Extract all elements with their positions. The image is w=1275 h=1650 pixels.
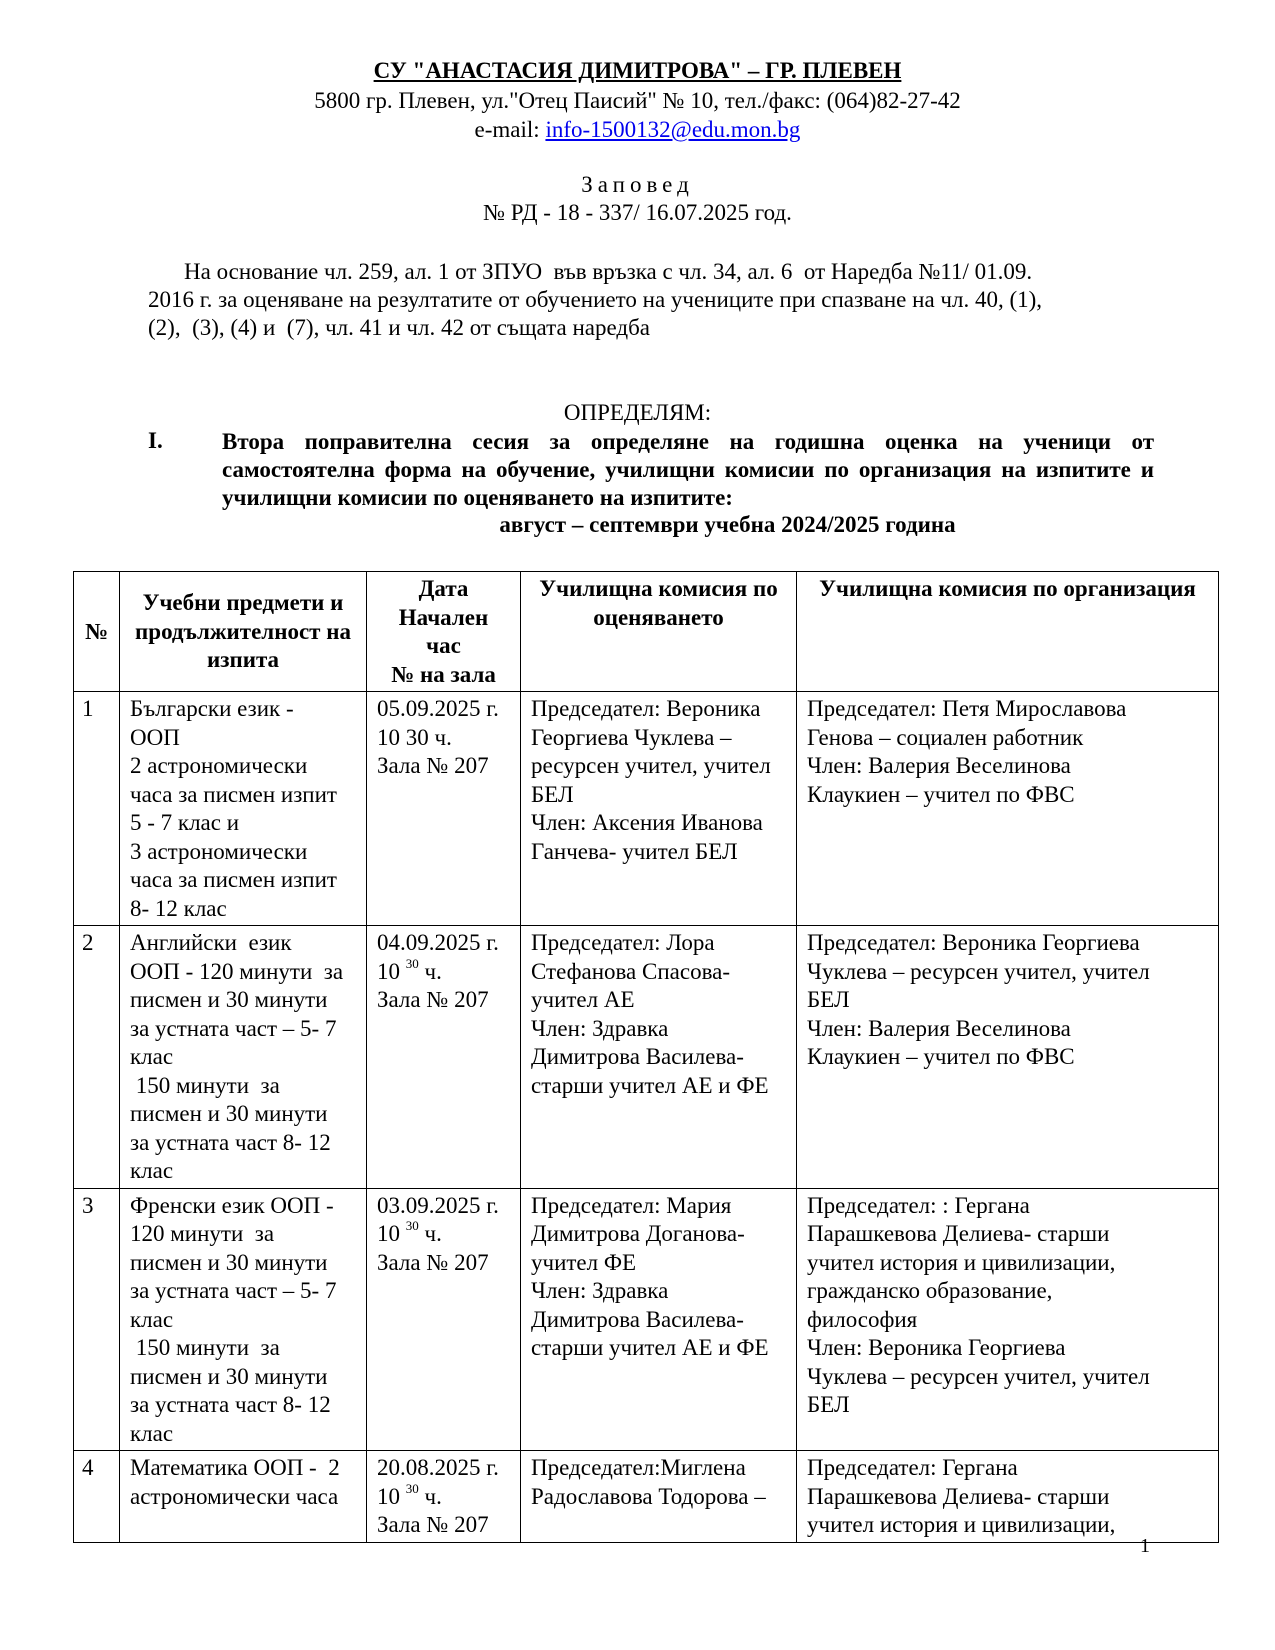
exam-time: 10 30 ч. xyxy=(377,724,452,750)
organization-committee-cell: Председател: Вероника Георгиева Чуклева – ресурсен учител, учител БЕЛ Член: Валерия Веселинова Клаукиен – учител по ФВС xyxy=(797,926,1219,1189)
assessment-committee-cell: Председател: Лора Стефанова Спасова- учител АЕ Член: Здравка Димитрова Василева- старши учител АЕ и ФЕ xyxy=(521,926,797,1189)
legal-basis-line-1: На основание чл. 259, ал. 1 от ЗПУО във връзка с чл. 34, ал. 6 от Наредба №11/ 01.09. xyxy=(184,259,1033,284)
section-text: Втора поправителна сесия за определяне на годишна оценка на ученици от самостоятелна форма на обучение, училищни комисии по организация на изпитите и училищни комисии по оценяването на изпитите: xyxy=(222,429,1154,510)
order-title: Заповед xyxy=(581,172,694,197)
exam-time: 10 $^{30}$ ч. xyxy=(377,1218,442,1246)
subject-cell: Френски език ООП - 120 минути за писмен и 30 минути за устната част – 5- 7 клас 150 минути за писмен и 30 минути за устната част 8- 12 клас xyxy=(120,1188,367,1451)
exam-time: 10 $^{30}$ ч. xyxy=(377,1480,442,1509)
school-address-block xyxy=(0,86,1275,144)
exam-schedule-table xyxy=(73,571,1219,1543)
organization-committee-cell: Председател: Петя Мирославова Генова – социален работник Член: Валерия Веселинова Клаукиен – учител по ФВС xyxy=(797,692,1219,926)
email-label: e-mail: xyxy=(474,117,546,142)
row-number: 2 xyxy=(74,926,120,1189)
row-number: 3 xyxy=(74,1188,120,1451)
section-number: I. xyxy=(148,428,163,453)
header-subject: Учебни предмети и продължителност на изпита xyxy=(120,572,367,692)
date-cell xyxy=(367,1188,521,1451)
header-number: № xyxy=(74,572,120,692)
subject-cell: Математика ООП - 2 астрономически часа xyxy=(120,1451,367,1543)
exam-time: 10 $^{30}$ ч. xyxy=(377,955,442,984)
row-number: 4 xyxy=(74,1451,120,1543)
table-row xyxy=(74,926,1219,1189)
page-number: 1 xyxy=(1140,1535,1150,1557)
date-cell xyxy=(367,926,521,1189)
organization-committee-cell: Председател: Гергана Парашкевова Делиева- старши учител история и цивилизации, xyxy=(797,1451,1219,1543)
subject-cell: Български език - ООП 2 астрономически часа за писмен изпит 5 - 7 клас и 3 астрономически часа за писмен изпит 8- 12 клас xyxy=(120,692,367,926)
header-assessment-committee: Училищна комисия по оценяването xyxy=(521,572,797,692)
exam-date: 03.09.2025 г. xyxy=(377,1192,499,1218)
email-line xyxy=(0,115,1275,144)
exam-room: Зала № 207 xyxy=(377,1249,489,1275)
decree-heading: ОПРЕДЕЛЯМ: xyxy=(563,400,712,425)
date-cell xyxy=(367,692,521,926)
exam-date: 20.08.2025 г. xyxy=(377,1455,499,1480)
legal-basis xyxy=(148,258,1128,342)
exam-room: Зала № 207 xyxy=(377,1512,489,1537)
table-header-row xyxy=(74,572,1219,692)
assessment-committee-cell: Председател: Вероника Георгиева Чуклева – ресурсен учител, учител БЕЛ Член: Аксения Иванова Ганчева- учител БЕЛ xyxy=(521,692,797,926)
order-number: № РД - 18 - 337/ 16.07.2025 год. xyxy=(483,200,792,225)
exam-date: 04.09.2025 г. xyxy=(377,930,499,955)
assessment-committee-cell: Председател:Миглена Радославова Тодорова – xyxy=(521,1451,797,1543)
school-address: 5800 гр. Плевен, ул."Отец Паисий" № 10, тел./факс: (064)82-27-42 xyxy=(314,88,961,113)
exam-room: Зала № 207 xyxy=(377,987,489,1012)
header-organization-committee: Училищна комисия по организация xyxy=(797,572,1219,692)
exam-date: 05.09.2025 г. xyxy=(377,696,499,721)
date-cell xyxy=(367,1451,521,1543)
table-row xyxy=(74,1188,1219,1451)
section-period: август – септември учебна 2024/2025 година xyxy=(499,512,956,537)
table-row xyxy=(74,1451,1219,1543)
legal-basis-line-3: (2), (3), (4) и (7), чл. 41 и чл. 42 от същата наредба xyxy=(148,315,650,340)
school-name: СУ "АНАСТАСИЯ ДИМИТРОВА" – ГР. ПЛЕВЕН xyxy=(373,58,902,83)
assessment-committee-cell: Председател: Мария Димитрова Доганова- учител ФЕ Член: Здравка Димитрова Василева- старши учител АЕ и ФЕ xyxy=(521,1188,797,1451)
table-row xyxy=(74,692,1219,926)
exam-room: Зала № 207 xyxy=(377,753,489,778)
header-date: Дата Начален час № на зала xyxy=(367,572,521,692)
email-link[interactable]: info-1500132@edu.mon.bg xyxy=(545,117,801,142)
subject-cell: Английски език ООП - 120 минути за писмен и 30 минути за устната част – 5- 7 клас 150 минути за писмен и 30 минути за устната част 8- 12 клас xyxy=(120,926,367,1189)
legal-basis-line-2: 2016 г. за оценяване на резултатите от обучението на учениците при спазване на чл. 40, (1), xyxy=(148,287,1043,312)
organization-committee-cell: Председател: : Гергана Парашкевова Делиева- старши учител история и цивилизации, гражданско образование, философия Член: Вероника Георгиева Чуклева – ресурсен учител, учител БЕЛ xyxy=(797,1188,1219,1451)
row-number: 1 xyxy=(74,692,120,926)
